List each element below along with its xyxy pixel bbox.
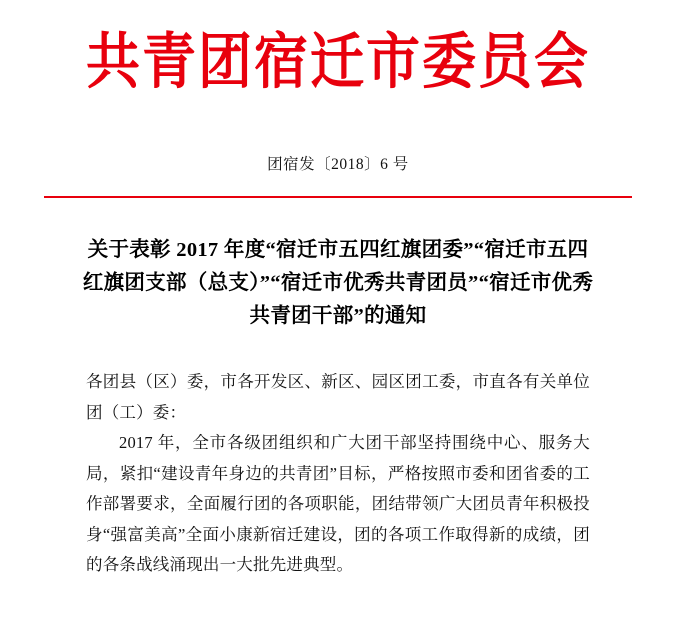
body-paragraph-1: 2017 年，全市各级团组织和广大团干部坚持围绕中心、服务大局，紧扣“建设青年身边的共青团”目标，严格按照市委和团省委的工作部署要求，全面履行团的各项职能，团结带领广大团员青年积极投身“强富美高”全面小康新宿迁建设，团的各项工作取得新的成绩，团的各条战线涌现出一大批先进典型。 xyxy=(86,433,590,575)
salutation-line: 各团县（区）委，市各开发区、新区、园区团工委，市直各有关单位团（工）委： xyxy=(86,372,590,422)
red-divider-rule xyxy=(44,196,632,198)
document-body xyxy=(86,367,590,581)
organization-title: 共青团宿迁市委员会 xyxy=(86,26,590,97)
page-title: 关于表彰 2017 年度“宿迁市五四红旗团委”“宿迁市五四红旗团支部（总支）”“宿迁市优秀共青团员”“宿迁市优秀共青团干部”的通知 xyxy=(82,238,594,328)
masthead xyxy=(0,0,676,97)
document-number: 团宿发〔2018〕6 号 xyxy=(267,155,409,173)
